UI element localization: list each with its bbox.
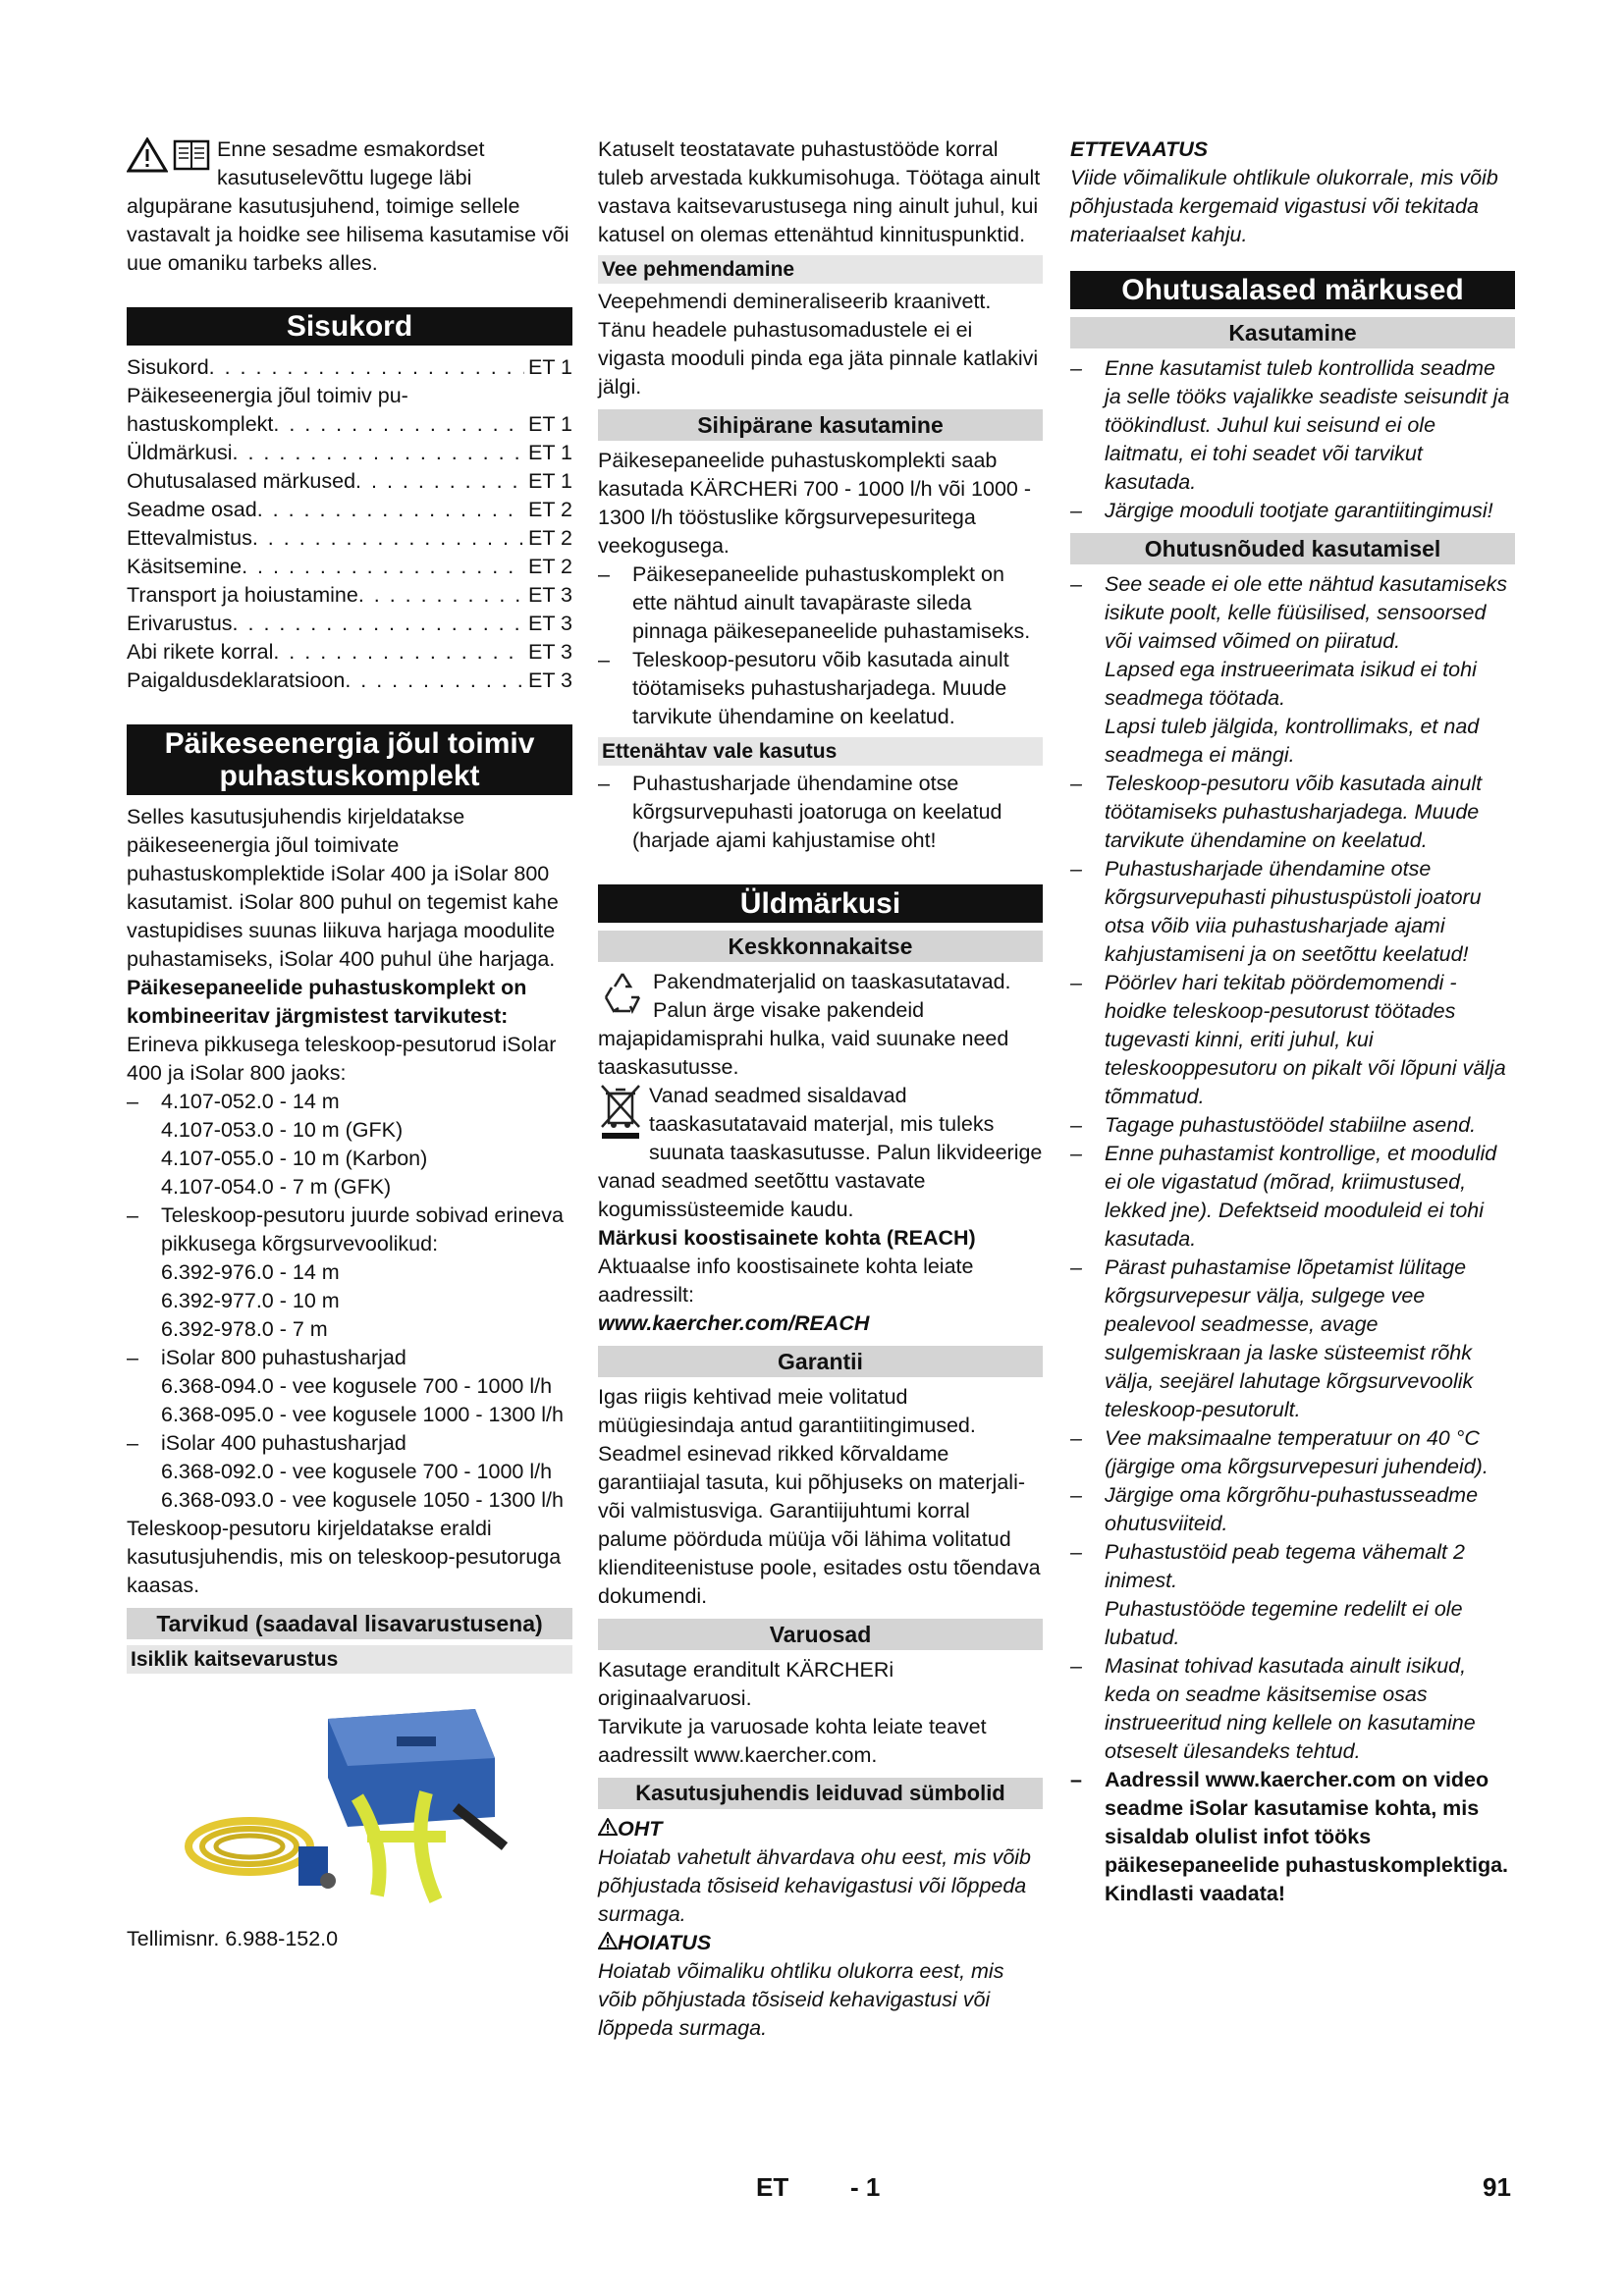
intro-block xyxy=(127,135,572,278)
section-heading-general: Üldmärkusi xyxy=(598,884,1043,923)
section-heading-accessories: Tarvikud (saadaval lisavarustusena) xyxy=(127,1608,572,1639)
roof-text: Katuselt teostatavate puhastustööde korral tuleb arvestada kukkumisohuga. Töötaga ainult vastava kaitsevarustusega ning ainult juhul, kui katusel on olemas ettenähtud kinnituspunktid. xyxy=(598,137,1041,246)
list-item: 6.368-095.0 - vee kogusele 1000 - 1300 l/h xyxy=(161,1403,564,1426)
list-item: – iSolar 800 puhastusharjad xyxy=(127,1344,572,1372)
toc-row[interactable]: Transport ja hoiustamine . . . ET 3 xyxy=(127,581,572,610)
reach-heading: Märkusi koostisainete kohta (REACH) xyxy=(598,1226,976,1250)
section-heading-ppe: Isiklik kaitsevarustus xyxy=(127,1645,572,1674)
list-item: – Teleskoop-pesutoru juurde sobivad erineva pikkusega kõrgsurvevoolikud: xyxy=(127,1201,572,1258)
danger-label: OHT xyxy=(598,1815,1043,1843)
list-item: 6.368-093.0 - vee kogusele 1050 - 1300 l/h xyxy=(161,1488,564,1512)
list-item: – Enne puhastamist kontrollige, et moodulid ei ole vigastatud (mõrad, kriimustused, lekked jne). Defektseid mooduleid ei tohi kasutada. xyxy=(1070,1140,1515,1254)
section-heading-misuse: Ettenähtav vale kasutus xyxy=(598,737,1043,766)
section-heading-symbols: Kasutusjuhendis leiduvad sümbolid xyxy=(598,1778,1043,1809)
intro-text: Enne sesadme esmakordset kasutuselevõttu lugege läbi algupärane kasutusjuhend, toimige sellele vastavalt ja hoidke see hilisema kasutamise või uue omaniku tarbeks alles. xyxy=(127,137,569,275)
toc-row[interactable]: Erivarustus . . . ET 3 xyxy=(127,610,572,638)
caution-text: Viide võimalikule ohtlikule olukorrale, mis võib põhjustada kergemaid vigastusi või tekitada materiaalset kahju. xyxy=(1070,166,1498,246)
env-weee: Vanad seadmed sisaldavad taaskasutatavaid materjal, mis tuleks suunata taaskasutusse. Palun likvideerige vanad seadmed seetõttu vastavate kogumissüsteemide kaudu. xyxy=(598,1084,1043,1221)
list-item-paragraph: Puhastustööde tegemine redelilt ei ole lubatud. xyxy=(1105,1597,1463,1649)
reach-url[interactable]: www.kaercher.com/REACH xyxy=(598,1311,870,1335)
kit-tubes: Erineva pikkusega teleskoop-pesutorud iSolar 400 ja iSolar 800 jaoks: xyxy=(127,1033,557,1085)
footer-page-number: 91 xyxy=(1483,2172,1511,2202)
list-item: – Pärast puhastamise lõpetamist lülitage kõrgsurvepesur välja, sulgege vee pealevool seadmesse, avage sulgemiskraan ja laske süsteemist rõhk välja, seejärel lahutage kõrgsurvevoolik teleskoop-pesutorult. xyxy=(1070,1254,1515,1424)
list-item: – Vee maksimaalne temperatuur on 40 °C (järgige oma kõrgsurvepesuri juhendeid). xyxy=(1070,1424,1515,1481)
toc-row[interactable]: Paigaldusdeklaratsioon . . . ET 3 xyxy=(127,667,572,695)
section-heading-water: Vee pehmendamine xyxy=(598,255,1043,284)
footer-page: - 1 xyxy=(850,2172,881,2202)
section-heading-intended-use: Sihipärane kasutamine xyxy=(598,409,1043,441)
list-item: – Päikesepaneelide puhastuskomplekt on ette nähtud ainult tavapäraste sileda pinnaga päikesepaneelide puhastamiseks. xyxy=(598,561,1043,646)
toc-row[interactable]: Abi rikete korral . . . ET 3 xyxy=(127,638,572,667)
toc-list xyxy=(127,353,572,695)
toc-row[interactable]: Sisukord . . . ET 1 xyxy=(127,353,572,382)
spare-parts-text: Kasutage eranditult KÄRCHERi originaalvaruosi. xyxy=(598,1658,894,1710)
caution-label: ETTEVAATUS xyxy=(1070,137,1209,161)
danger-text: Hoiatab vahetult ähvardava ohu eest, mis võib põhjustada tõsiseid kehavigastusi või lõppeda surmaga. xyxy=(598,1845,1032,1926)
video-note: – Aadressil www.kaercher.com on video seadme iSolar kasutamise kohta, mis sisaldab olulist infot tööks päikesepaneelide puhastuskomplektiga. Kindlasti vaadata! xyxy=(1070,1766,1515,1908)
list-item: – 4.107-052.0 - 14 m xyxy=(127,1088,572,1116)
toc-row[interactable]: Ohutusalased märkused . . . ET 1 xyxy=(127,467,572,496)
intended-use-text: Päikesepaneelide puhastuskomplekti saab kasutada KÄRCHERi 700 - 1000 l/h või 1000 - 1300 l/h tööstuslike kõrgsurvepesuritega veekogusega. xyxy=(598,449,1031,558)
list-item: 4.107-053.0 - 10 m (GFK) xyxy=(161,1118,404,1142)
list-item: 4.107-055.0 - 10 m (Karbon) xyxy=(161,1147,428,1170)
list-item: 6.392-976.0 - 14 m xyxy=(161,1260,340,1284)
list-item: – Puhastusharjade ühendamine otse kõrgsurvepuhasti joatoruga on keelatud (harjade ajami kahjustamise oht! xyxy=(598,770,1043,855)
section-heading-spare-parts: Varuosad xyxy=(598,1619,1043,1650)
warning-triangle-icon xyxy=(598,1931,618,1954)
list-item: – Tagage puhastustöödel stabiilne asend. xyxy=(1070,1111,1515,1140)
section-heading-environment: Keskkonnakaitse xyxy=(598,931,1043,962)
list-item: – iSolar 400 puhastusharjad xyxy=(127,1429,572,1458)
warning-triangle-icon xyxy=(127,137,168,181)
reach-text: Aktuaalse info koostisainete kohta leiate aadressilt: xyxy=(598,1255,974,1307)
list-item: – Pöörlev hari tekitab pöördemomendi - hoidke teleskoop-pesutorust töötades tugevasti kinni, eriti juhul, kui teleskooppesutoru on pikalt või lõpuni välja tõmmatud. xyxy=(1070,969,1515,1111)
section-heading-kit: Päikeseenergia jõul toimiv puhastuskomplekt xyxy=(127,724,572,795)
manual-book-icon xyxy=(172,137,211,181)
list-item-paragraph: Lapsi tuleb jälgida, kontrollimaks, et nad seadmega ei mängi. xyxy=(1105,715,1480,767)
toc-row[interactable]: Üldmärkusi . . . ET 1 xyxy=(127,439,572,467)
warning-text: Hoiatab võimaliku ohtliku olukorra eest, mis võib põhjustada tõsiseid kehavigastusi või lõppeda surmaga. xyxy=(598,1959,1004,2040)
kit-intro: Selles kasutusjuhendis kirjeldatakse päikeseenergia jõul toimivate puhastuskomplektide iSolar 400 ja iSolar 800 kasutamist. iSolar 800 puhul on tegemist kahe vastupidises suunas liikuva harjaga moodulite puhastamiseks, iSolar 400 puhul ühe harjaga. xyxy=(127,805,559,971)
list-item: – Järgige mooduli tootjate garantiitingimusi! xyxy=(1070,497,1515,525)
toc-row[interactable]: Käsitsemine . . . ET 2 xyxy=(127,553,572,581)
section-heading-usage: Kasutamine xyxy=(1070,317,1515,348)
section-heading-safety: Ohutusalased märkused xyxy=(1070,271,1515,309)
crossed-bin-icon xyxy=(598,1082,643,1147)
section-heading-safety-requirements: Ohutusnõuded kasutamisel xyxy=(1070,533,1515,564)
list-item: – Puhastusharjade ühendamine otse kõrgsurvepuhasti pihustuspüstoli joatoru otsa võib viia puhastusharjade ajami kahjustamiseni ja on seetõttu keelatud! xyxy=(1070,855,1515,969)
footer-language: ET xyxy=(756,2172,789,2202)
list-item: – Puhastustöid peab tegema vähemalt 2 inimest. xyxy=(1070,1538,1515,1595)
list-item: – Teleskoop-pesutoru võib kasutada ainult töötamiseks puhastusharjadega. Muude tarvikute ühendamine on keelatud. xyxy=(1070,770,1515,855)
list-item: 6.392-978.0 - 7 m xyxy=(161,1317,328,1341)
list-item: 6.368-092.0 - vee kogusele 700 - 1000 l/h xyxy=(161,1460,553,1483)
toc-row[interactable]: Seadme osad . . . ET 2 xyxy=(127,496,572,524)
warning-triangle-icon xyxy=(598,1817,618,1841)
list-item: – Teleskoop-pesutoru võib kasutada ainult töötamiseks puhastusharjadega. Muude tarvikute ühendamine on keelatud. xyxy=(598,646,1043,731)
list-item: 6.392-977.0 - 10 m xyxy=(161,1289,340,1312)
toc-heading: Sisukord xyxy=(127,307,572,346)
list-item: – See seade ei ole ette nähtud kasutamiseks isikute poolt, kelle füüsilised, sensoorsed või vaimsed võimed on piiratud. xyxy=(1070,570,1515,656)
water-text: Veepehmendi demineraliseerib kraanivett. Tänu headele puhastusomadustele ei ei vigasta mooduli pinda ega jäta pinnale katlakivi jälgi. xyxy=(598,290,1039,399)
order-number: Tellimisnr. 6.988-152.0 xyxy=(127,1927,339,1950)
ppe-kit-image xyxy=(127,1699,572,1905)
column-middle xyxy=(598,135,1043,2043)
column-left xyxy=(127,135,572,1953)
recycle-icon xyxy=(598,968,647,1025)
kit-combinable: Päikesepaneelide puhastuskomplekt on kombineeritav järgmistest tarvikutest: xyxy=(127,976,527,1028)
toc-row[interactable]: Ettevalmistus . . . ET 2 xyxy=(127,524,572,553)
spare-parts-info: Tarvikute ja varuosade kohta leiate teavet aadressilt www.kaercher.com. xyxy=(598,1715,987,1767)
list-item-paragraph: Lapsed ega instrueerimata isikud ei tohi seadmega töötada. xyxy=(1105,658,1477,710)
list-item: – Enne kasutamist tuleb kontrollida seadme ja selle tööks vajalikke seadiste seisundit ja töökindlust. Juhul kui seisund ei ole laitmatu, ei tohi seadet või tarvikut kasutada. xyxy=(1070,354,1515,497)
list-item: 6.368-094.0 - vee kogusele 700 - 1000 l/h xyxy=(161,1374,553,1398)
warranty-text: Igas riigis kehtivad meie volitatud müügiesindaja antud garantiitingimused. Seadmel esinevad rikked kõrvaldame garantiiajal tasuta, kui põhjuseks on materjali- või valmistusviga. Garantiijuhtumi korral palume pöörduda müüja või lähima volitatud klienditeenistuse poole, esitades ostu tõendava dokumendi. xyxy=(598,1385,1041,1608)
toc-row[interactable]: Päikeseenergia jõul toimiv pu- hastuskomplekt . . . ET 1 xyxy=(127,382,572,439)
list-item: – Masinat tohivad kasutada ainult isikud, keda on seadme käsitsemise osas instrueeritud ning kellele on kasutamine otseselt ülesandeks tehtud. xyxy=(1070,1652,1515,1766)
section-heading-warranty: Garantii xyxy=(598,1346,1043,1377)
list-item: – Järgige oma kõrgrõhu-puhastusseadme ohutusviiteid. xyxy=(1070,1481,1515,1538)
list-item: 4.107-054.0 - 7 m (GFK) xyxy=(161,1175,392,1199)
column-right xyxy=(1070,135,1515,1908)
tele-note: Teleskoop-pesutoru kirjeldatakse eraldi kasutusjuhendis, mis on teleskoop-pesutoruga kaasas. xyxy=(127,1517,562,1597)
warning-label: HOIATUS xyxy=(598,1929,1043,1957)
env-recycle: Pakendmaterjalid on taaskasutatavad. Palun ärge visake pakendeid majapidamisprahi hulka, vaid suunake need taaskasutusse. xyxy=(598,970,1011,1079)
